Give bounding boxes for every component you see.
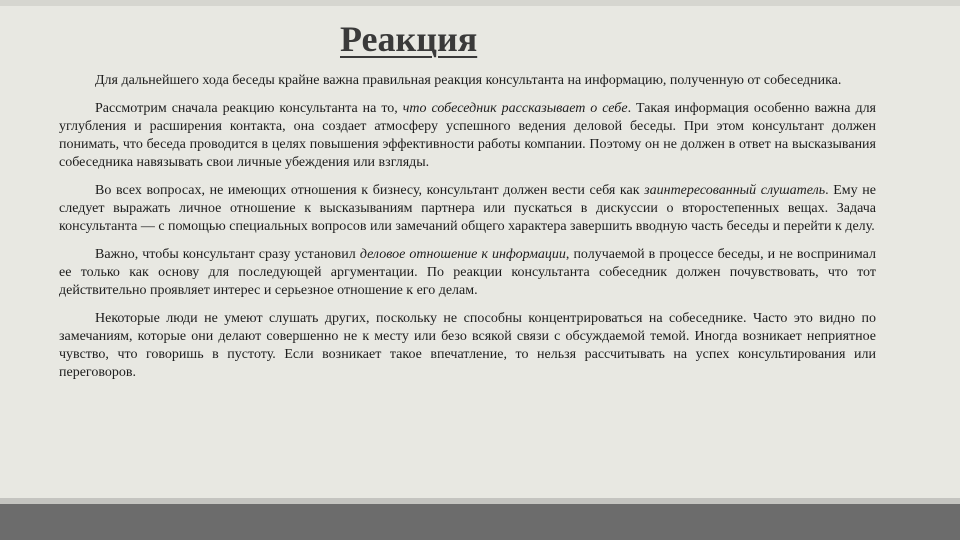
text-segment: . Такая информация особенно важна для углубления и расширения контакта, она создает атмосферу успешного ведения деловой беседы. При этом консультант должен понимать, что беседа проводится в целях повышения эффективности работы компании. Поэтому он не должен в ответ на высказывания собеседника навязывать свои личные убеждения или взгляды. xyxy=(59,101,876,170)
text-segment: Во всех вопросах, не имеющих отношения к бизнесу, консультант должен вести себя как xyxy=(95,183,645,198)
footer-band xyxy=(0,504,960,540)
paragraph xyxy=(59,72,876,90)
text-segment: Важно, чтобы консультант сразу установил xyxy=(95,247,360,262)
text-segment: Рассмотрим сначала реакцию консультанта на то, xyxy=(95,101,403,116)
slide-title: Реакция xyxy=(340,19,478,59)
paragraph xyxy=(59,100,876,172)
text-segment: . Ему не следует выражать личное отношение к высказываниям партнера или пускаться в дискуссии о второстепенных вещах. Задача консультанта — с помощью специальных вопросов или замечаний общего характера завершить вводную часть беседы и перейти к делу. xyxy=(59,183,876,234)
paragraph xyxy=(59,246,876,300)
text-segment: , получаемой в процессе беседы, и не воспринимал ее только как основу для последующей аргументации. По реакции консультанта собеседник должен почувствовать, что тот действительно проявляет интерес и серьезное отношение к его делам. xyxy=(59,247,877,298)
italic-phrase: деловое отношение к информации xyxy=(359,247,566,262)
italic-phrase: заинтересованный слушатель xyxy=(644,183,826,198)
paragraph xyxy=(59,310,876,382)
slide-body xyxy=(59,72,876,392)
italic-phrase: что собеседник рассказывает о себе xyxy=(402,101,628,116)
text-segment: Для дальнейшего хода беседы крайне важна правильная реакция консультанта на информацию, полученную от собеседника. xyxy=(95,73,842,88)
text-segment: Некоторые люди не умеют слушать других, поскольку не способны концентрироваться на собеседнике. Часто это видно по замечаниям, которые они делают совершенно не к месту или безо всякой связи с обсуждаемой темой. Иногда возникает неприятное чувство, что говоришь в пустоту. Если возникает такое впечатление, то нельзя рассчитывать на успех консультирования или переговоров. xyxy=(59,311,876,380)
paragraph xyxy=(59,182,876,236)
